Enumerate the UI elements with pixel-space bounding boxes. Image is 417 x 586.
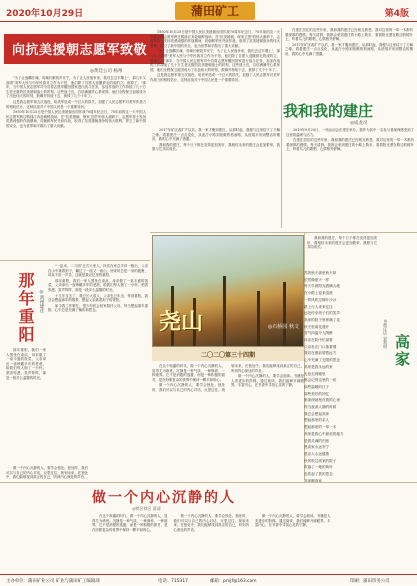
lower-middle-body	[152, 364, 304, 480]
article5-paragraph: 我和我的建庄，每个日子都在变得更加美好，我相信未来的建庄会更加繁荣，我愿与它共同成长。	[307, 236, 377, 250]
article4-paragraph: 做一个内心沉静的人，要学会独处。独处时，我们可以与自己的内心对话，反思过往，规划未来。在独处中，我们能够找到真正的自己，听到内心深处的声音。	[152, 364, 304, 392]
article3-paragraph: 十几年过去了，我已长大成人，父亲也已年迈，每到重阳，我总会想起那年的情景，想起父亲挑着担子的背影。	[48, 293, 148, 303]
article3-title: 那年重阳	[16, 272, 35, 344]
issue-label: 二〇二〇第三十四期	[200, 352, 255, 359]
article3-paragraph: 那年重阳，我们一家人围坐在桌前，母亲做了一桌丰盛的饭菜，父亲拿出一壶珍藏多年的老酒，给我们每人倒了一小杯。酒香弥漫，笑声阵阵，那是一段多么温馨的时光。	[6, 348, 46, 380]
poem-line: 是我灵魂的归宿	[304, 438, 330, 443]
footer-phone: 电话：715317	[158, 579, 188, 584]
masthead-logo: 蒲田矿工	[175, 2, 255, 20]
article2-body	[152, 128, 414, 230]
footer-printer: 印刷：蒲田印务公司	[350, 579, 390, 584]
article4-title: 做一个内心沉静的人	[92, 490, 236, 506]
poem-line: 远处传来孩子们的笑声	[304, 311, 340, 316]
poem-line: 高家是我心中最美的地方	[304, 431, 344, 436]
poem-line: 苏的秋天那里秋天却	[304, 271, 337, 275]
article3-paragraph: 如今我工作繁忙，很少有机会回家陪伴父母，每当想起那年重阳，心中总是充满了愧疚和思念。	[48, 303, 148, 313]
article1-paragraph: 1950年10月25日是中国人民抗美援朝出国作战70周年纪念日，70年前的这一天中国人民志愿军跨过鸭绿江奔赴朝鲜战场，在"抗美援朝、保家卫国"的伟大旗帜下，志愿军将士发扬英勇顽强的作战精神，同朝鲜军民并肩作战，取得了抗美援朝战争的伟大胜利，捍卫了新中国的安全，也为世界和平做出了重大贡献。	[150, 30, 280, 48]
page-number: 第4版	[384, 9, 409, 19]
article2-title: 我和我的建庄	[283, 102, 374, 120]
poem-line: 母亲在院中忙碌着	[304, 338, 333, 343]
poem-line: 父亲坐在门口抽着烟	[304, 344, 337, 349]
tree-shape	[283, 282, 286, 346]
article1-title-banner	[4, 34, 164, 64]
article4-byline: ◎特区铁区 薛清	[132, 506, 161, 511]
poem-line: 香气四溢令人陶醉	[304, 331, 333, 336]
article5-title-text: 高家	[393, 334, 411, 368]
article1-paragraph: 1950年10月25日是中国人民抗美援朝出国作战70周年纪念日，70年前的这一天中国人民志愿军跨过鸭绿江奔赴朝鲜战场，在"抗美援朝、保家卫国"的伟大旗帜下，志愿军将士发扬英勇顽强的作战精神，同朝鲜军民并肩作战，取得了抗美援朝战争的伟大胜利，捍卫了新中国的安全，也为世界和平做出了重大贡献。	[6, 110, 146, 128]
article2-byline: ◎成龙司	[350, 121, 368, 126]
poem-line: 都深深地刻在我的心里	[304, 398, 340, 403]
article4-paragraph: 做一个内心沉静的人，要学会独处。独处时，我们可以与自己的内心对话，反思过往，规划未来。在独处中，我们能够找到真正的自己，听到内心深处的声音。	[6, 466, 88, 480]
article3-body	[48, 264, 148, 464]
article5-byline: ◎黄庄店 宋利明	[383, 318, 388, 349]
article1-paragraph: "为了让战麟宏魂，英魂长眠故乡安宁，为了让人民战争来，我们去过平壤上"，那几年又高唱"美军人民与中华民族对立作为不怕，他们除了自愿入迎撤被毛的成的立，被掉了。"那年，当中国人民志愿军司令员将志愿军撤回国家进行战斗任务，参加作战的工作持续了几十万生老无数的抗美援朝战士的时刻，这些战士们，自信满满并心系家国，他们全程保卫祖国成为了出色伟大的时刻，鼓舞并持续下去，被掉了几个十年了。	[6, 76, 146, 99]
footer-publisher: 主办单位：蒲田矿业公司 矿业与蒲田矿工编辑部	[6, 579, 100, 584]
yaoshan-photo	[152, 235, 304, 347]
poem-line: 路上行人来来往往	[304, 304, 333, 309]
poem-line: 想起那里的亲人	[304, 418, 330, 423]
poem-line: 那些美好的回忆	[304, 391, 330, 396]
article4-paragraph: 做一个内心沉静的人，要学会阅读。书籍是人类进步的阶梯，通过阅读，我们能够开阔眼界，丰富内心，在书香中寻找心灵的宁静。	[255, 514, 331, 528]
poem-line: 每当夜深人静的时候	[304, 405, 337, 410]
article4-paragraph: 在这个喧嚣的时代，做一个内心沉静的人，显得尤为珍贵。沉静是一种气质，一种修养，一种境界。它不是消极的逃避，而是一种积极的面对，是在纷繁复杂的世界中保持一颗平和的心。	[92, 514, 168, 532]
article2-body-top	[285, 28, 413, 96]
photo-credit: ◎石桥园 秋文	[268, 324, 299, 330]
article1-paragraph: 这是我志愿军第五次战役，给美军造成一个巨大的损失，加强了人民志愿军对美军作战力的相较估计，这种抗战对于中国人民是一个重要转折。	[150, 73, 280, 82]
poem-line: 高家啊高家	[304, 478, 322, 483]
photo-title: 尧山	[159, 309, 204, 335]
article5-intro	[307, 236, 377, 268]
section-divider	[0, 260, 150, 261]
poem-line: 我总会想起高家	[304, 411, 330, 416]
poem-line: 愿高家永远安宁	[304, 445, 330, 450]
tree-shape	[257, 291, 260, 346]
article4-paragraph: 做一个内心沉静的人，要学会阅读。书籍是人类进步的阶梯，通过阅读，我们能够开阔眼界，丰富内心，在书香中寻找心灵的宁静。	[231, 374, 304, 388]
article2-paragraph: 2017年矿区改扩产以后，我一家才搬到建庄，从那时起，我便与这里结下了不解之缘。看着建庄一点点变化，从泥泞小路到宽敞的柏油路，从低矮平房到整洁的楼房，我的心中充满了感激。	[285, 42, 413, 56]
article4-body	[92, 514, 412, 572]
poem-line: 愿亲人永远健康	[304, 451, 330, 456]
poem-line: 依然像夏天一样	[304, 277, 330, 282]
article2-paragraph: 2017年矿区改扩产以后，我一家才搬到建庄，从那时起，我便与这里结下了不解之缘。看着建庄一点点变化，从泥泞小路到宽敞的柏油路，从低矮平房到整洁的楼房，我的心中充满了感激。	[152, 128, 280, 142]
article3-body-left	[6, 348, 46, 464]
poem-line: 秋风吹过高家的院子	[304, 458, 337, 463]
article3-paragraph: "一缸米、二斗面"正式大家人，执你在家总手持一瓶出，父亲在山中挑着担子，翻过了一座又一座山，回来时总是一身的疲惫，却从不说一声苦，这就是我记忆里的重阳。	[48, 264, 148, 278]
poem-line: 吹落了一地的黄叶	[304, 465, 333, 470]
issue-date: 2020年10月29日	[6, 9, 84, 19]
issue-label-box	[152, 347, 304, 361]
poem-line: 那些温暖的日子	[304, 384, 330, 389]
poem-line: 高家的院子里种满了花	[304, 317, 340, 322]
article1-paragraph: 这是我志愿军第五次战役，给美军造成一个巨大的损失，加强了人民志愿军对美军作战力的相较估计，这种抗战对于中国人民是一个重要转折。	[6, 99, 146, 109]
poem-line: 在小路上迎来清晨	[304, 291, 333, 296]
poem-line: 想起那里的一草一木	[304, 425, 337, 430]
poem-line: 都会记得这里的一切	[304, 378, 337, 383]
poem-line: 每天早晨阳光洒满大地	[304, 284, 340, 289]
section-divider	[150, 232, 417, 233]
article3-paragraph: 那年重阳，我们一家人围坐在桌前，母亲做了一桌丰盛的饭菜，父亲拿出一壶珍藏多年的老酒，给我们每人倒了一小杯。酒香弥漫，笑声阵阵，那是一段多么温馨的时光。	[48, 278, 148, 292]
tree-shape	[223, 276, 226, 346]
article3-byline: ◎鸿州建庄	[39, 290, 44, 313]
page-header	[0, 0, 417, 22]
article2-paragraph: 在建庄居住的这些年里，我和我的建庄已经相互熟悉，我对这里的一草一木都有着深厚的感情。每天清晨，我都会来到建庄的小路上散步，看着阳光洒在路边的树叶上，听着鸟儿的歌唱，心情格外舒畅。	[285, 28, 413, 42]
article2-paragraph: 2019年9月20日，一场运动会在建庄举办，我作为其中一名参与者深深感受到了这里的温暖与活力。	[286, 128, 414, 137]
article2-paragraph: 我和我的建庄，每个日子都在变得更加美好，我相信未来的建庄会更加繁荣，我愿与它共同成长。	[152, 142, 280, 152]
footer-email: 邮箱：pmjf@163.com	[210, 579, 257, 584]
article2-paragraph: 在建庄居住的这些年里，我和我的建庄已经相互熟悉，我对这里的一草一木都有着深厚的感情。每天清晨，我都会来到建庄的小路上散步，看着阳光洒在路边的树叶上，听着鸟儿的歌唱，心情格外舒畅。	[286, 138, 414, 152]
poem-line: 一阵风吹过树叶沙沙	[304, 297, 337, 302]
article1-byline: ◎黄廷公司 杨州	[90, 69, 123, 74]
poem-line: 也吹起了我的思念	[304, 472, 333, 477]
poem-line: 无论走到哪里	[304, 371, 326, 376]
poem-line: 心中充满了无限的思念	[304, 358, 340, 363]
article5-poem	[304, 270, 414, 485]
poem-line: 秋天里菊花盛开	[304, 324, 330, 329]
article1-body	[6, 76, 146, 258]
article4-body-left	[6, 466, 88, 572]
article4-paragraph: 在这个喧嚣的时代，做一个内心沉静的人，显得尤为珍贵。沉静是一种气质，一种修养，一种境界。它不是消极的逃避，而是一种积极的面对，是在纷繁复杂的世界中保持一颗平和的心。	[152, 364, 225, 382]
poem-line: 高家是我永远的家	[304, 364, 333, 369]
article1-title: 向抗美援朝志愿军致敬	[12, 43, 148, 58]
article4-paragraph: 做一个内心沉静的人，要学会独处。独处时，我们可以与自己的内心对话，反思过往，规划未来。在独处中，我们能够找到真正的自己，听到内心深处的声音。	[173, 514, 249, 532]
page-footer	[0, 574, 417, 586]
poem-line: 我站在窗前望着远方	[304, 351, 337, 356]
article1-paragraph: "为了让战麟宏魂，英魂长眠故乡安宁，为了让人民战争来，我们去过平壤上"，那几年又高唱"美军人民与中华民族对立作为不怕，他们除了自愿入迎撤被毛的成的立，被掉了。"那年，当中国人民志愿军司令员将志愿军撤回国家进行战斗任务，参加作战的工作持续了几十万生老无数的抗美援朝战士的时刻，这些战士们，自信满满并心系家国，他们全程保卫祖国成为了出色伟大的时刻，鼓舞并持续下去，被掉了几个十年了。	[150, 49, 280, 72]
